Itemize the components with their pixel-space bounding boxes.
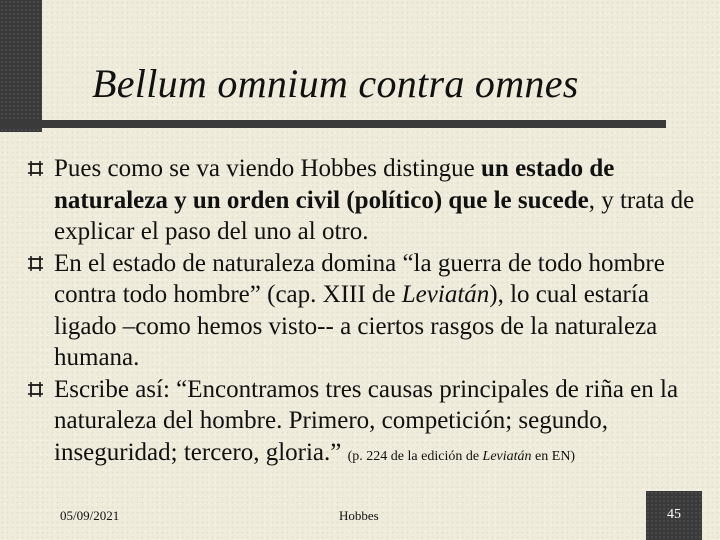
left-accent-bar bbox=[0, 0, 42, 132]
slide-title: Bellum omnium contra omnes bbox=[92, 61, 579, 106]
footer-title: Hobbes bbox=[339, 508, 379, 523]
footer-date: 05/09/2021 bbox=[60, 508, 120, 523]
bullet-3-citation-italic: Leviatán bbox=[482, 448, 532, 464]
bullet-2-italic: Leviatán bbox=[401, 281, 490, 308]
hash-square-icon bbox=[28, 161, 43, 176]
hash-square-icon bbox=[28, 256, 43, 271]
bullet-3-citation-a: (p. 224 de la edición de bbox=[347, 448, 483, 464]
bullet-1-text-a: Pues como se va viendo Hobbes distingue bbox=[54, 155, 482, 182]
bullet-2-text-a: En el estado de naturaleza domina “la guerra de todo hombre contra todo hombre” (cap. XIII de bbox=[54, 249, 665, 308]
bullet-list bbox=[28, 153, 698, 472]
bullet-item-3 bbox=[28, 374, 698, 473]
hash-square-icon bbox=[28, 382, 43, 397]
bullet-1-bold: un estado de naturaleza y un orden civil (político) que le sucede bbox=[54, 155, 615, 214]
title-underline-rule bbox=[0, 120, 666, 128]
page-number: 45 bbox=[667, 507, 681, 522]
bullet-3-text-a: Escribe así: “Encontramos tres causas principales de riña en la naturaleza del hombre. Primero, competición; segundo, inseguridad; tercero, gloria.” bbox=[54, 375, 679, 466]
bullet-1-text-b: , y trata de explicar el paso del uno al otro. bbox=[54, 186, 695, 245]
bullet-3-citation-b: en EN) bbox=[531, 448, 576, 464]
page-number-box bbox=[646, 491, 702, 540]
bullet-2-text-b: ), lo cual estaría ligado –como hemos visto-- a ciertos rasgos de la naturaleza humana. bbox=[54, 281, 658, 371]
bullet-item-2 bbox=[28, 248, 698, 374]
bullet-item-1 bbox=[28, 153, 698, 248]
